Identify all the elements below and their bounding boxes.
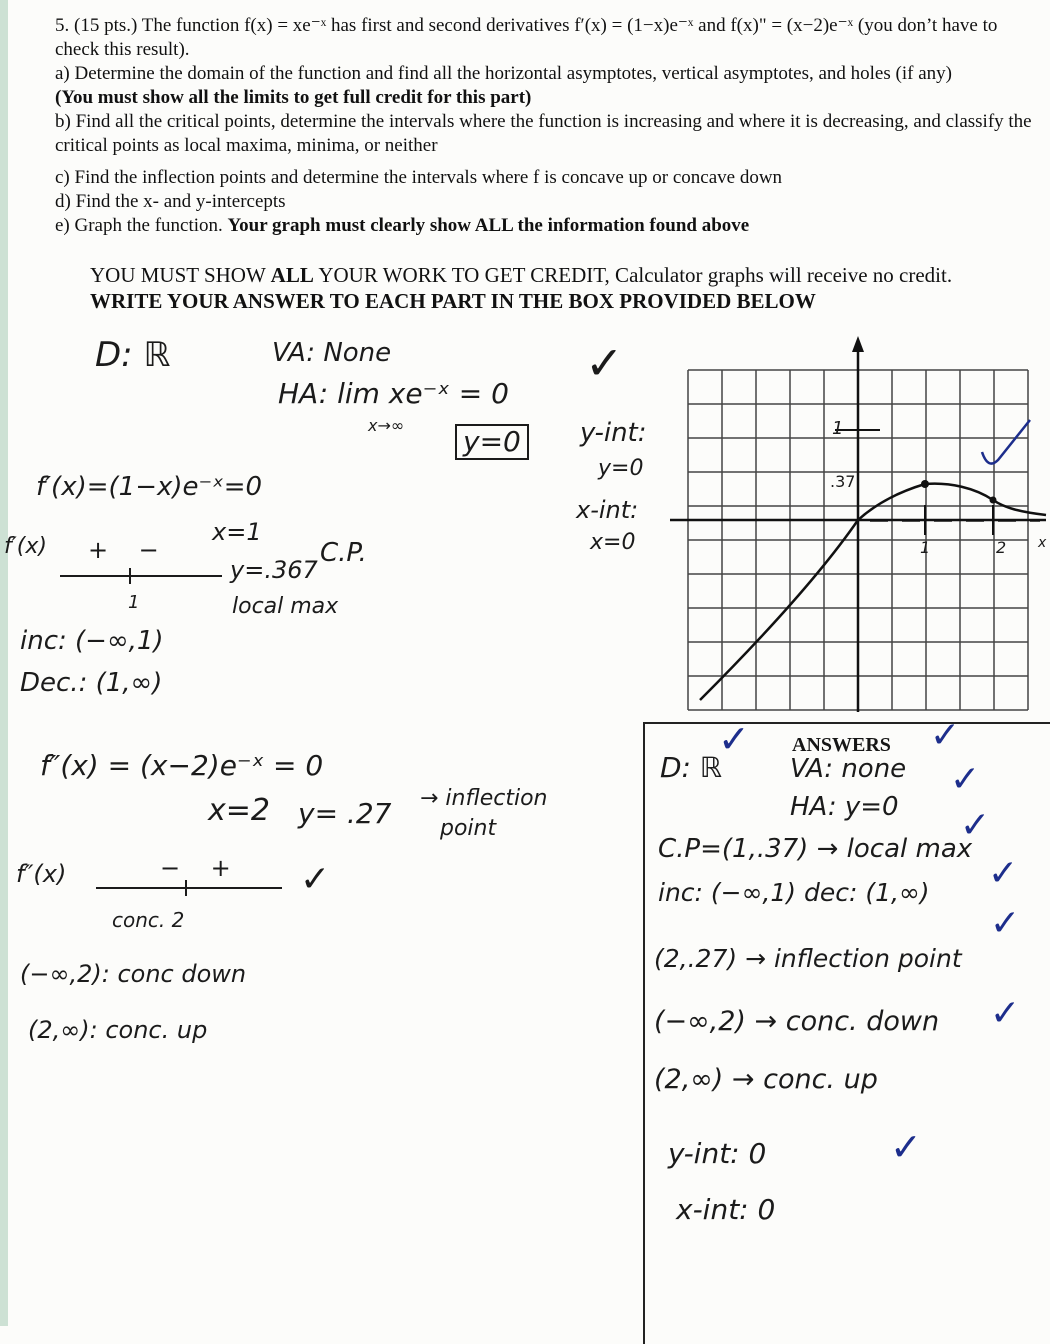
graph-label-y-one: 1 [832, 418, 844, 439]
graph-label-x-axis: x [1038, 535, 1047, 551]
answers-title: ANSWERS [792, 734, 891, 756]
graph-check-mark [982, 420, 1030, 464]
answer-check-conc: ✓ [990, 993, 1021, 1034]
answer-check-domain: ✓ [718, 717, 750, 761]
question-part-a: a) Determine the domain of the function and find all the horizontal asymptotes, vertical asymptotes, and holes (if any) [55, 63, 952, 84]
answer-check-va: ✓ [930, 715, 961, 756]
instructions-line-2: WRITE YOUR ANSWER TO EACH PART IN THE BOX PROVIDED BELOW [90, 289, 816, 313]
work-fprime-y: y=.367 [230, 556, 318, 584]
graph-label-x-one: 1 [920, 538, 931, 557]
work-fpp-y: y= .27 [298, 797, 392, 830]
work-fprime-signs: + − [88, 536, 159, 564]
work-fpp-inflection: → inflection [420, 786, 548, 811]
work-va: VA: None [272, 338, 392, 368]
graph-y-arrow [852, 336, 864, 352]
answer-inflection: (2,.27) → inflection point [654, 944, 962, 973]
work-y-int-value: y=0 [598, 456, 644, 481]
answer-va: VA: none [790, 754, 907, 784]
work-fpp-eq: f″(x) = (x−2)e⁻ˣ = 0 [40, 749, 324, 782]
question-part-c: c) Find the inflection points and determine the intervals where f is concave up or concave down [55, 167, 783, 188]
work-y-int-label: y-int: [580, 418, 647, 448]
answer-x-int: x-int: 0 [676, 1193, 776, 1226]
answer-conc-down: (−∞,2) → conc. down [654, 1006, 940, 1037]
work-inc: inc: (−∞,1) [20, 626, 164, 656]
work-conc-up: (2,∞): conc. up [28, 1016, 208, 1044]
graph-local-max-point [921, 480, 929, 488]
work-fprime-cp: C.P. [320, 538, 367, 568]
work-fpp-point: point [440, 816, 497, 841]
answer-critical-point: C.P=(1,.37) → local max [658, 834, 973, 864]
work-fpp-sign-label: f″(x) [16, 860, 67, 888]
work-dec: Dec.: (1,∞) [20, 668, 163, 698]
part-e-text: e) Graph the function. [55, 215, 228, 236]
work-ha-result: y=0 [455, 424, 529, 460]
work-fprime-local: local max [232, 594, 339, 619]
question-part-b: b) Find all the critical points, determine the intervals where the function is increasing and where it is decreasing, and classify the critical points as local maxima, minima, or neither [55, 111, 1032, 156]
answer-check-ha: ✓ [950, 759, 981, 800]
answer-check-inflection: ✓ [990, 903, 1021, 944]
work-fprime-x: x=1 [212, 518, 262, 546]
answer-check-cp: ✓ [960, 805, 991, 846]
answer-inc-dec: inc: (−∞,1) dec: (1,∞) [658, 878, 930, 907]
instr-post: YOUR WORK TO GET CREDIT, Calculator graphs will receive no credit. [313, 263, 953, 287]
graph-inflection-point [990, 497, 997, 504]
work-fpp-conc: conc. 2 [112, 908, 185, 932]
question-header: 5. (15 pts.) The function f(x) = xe⁻ˣ has first and second derivatives f′(x) = (1−x)e⁻ˣ and f(x)" = (x−2)e⁻ˣ (you don’t have to check this result). [55, 15, 998, 60]
work-fpp-x: x=2 [208, 793, 270, 828]
question-part-a-note: (You must show all the limits to get full credit for this part) [55, 87, 532, 108]
graph-label-x-two: 2 [996, 538, 1007, 557]
work-x-int-label: x-int: [576, 496, 639, 524]
part-e-emphasis: Your graph must clearly show ALL the information found above [227, 215, 750, 236]
graph-label-y-point: .37 [830, 472, 856, 491]
answer-conc-up: (2,∞) → conc. up [654, 1064, 878, 1095]
answer-domain: D: ℝ [660, 751, 723, 784]
answer-ha: HA: y=0 [790, 792, 899, 822]
answer-check-inc-dec: ✓ [988, 853, 1019, 894]
work-ha: HA: lim xe⁻ˣ = 0 [278, 377, 509, 410]
check-mark-ha: ✓ [585, 336, 624, 390]
answer-check-intercepts: ✓ [890, 1125, 922, 1169]
instr-all: ALL [270, 263, 314, 287]
work-ha-limit: x→∞ [368, 416, 405, 435]
work-x-int-value: x=0 [590, 530, 636, 555]
question-part-d: d) Find the x- and y-intercepts [55, 191, 286, 212]
work-conc-down: (−∞,2): conc down [20, 960, 247, 988]
work-fpp-signs: − + [160, 854, 231, 882]
work-fprime-sign-label: f′(x) [4, 534, 47, 559]
check-mark-fpp: ✓ [300, 859, 331, 900]
instr-pre: YOU MUST SHOW [90, 263, 271, 287]
work-domain: D: ℝ [95, 335, 171, 375]
work-fprime-eq: f′(x)=(1−x)e⁻ˣ=0 [36, 472, 263, 502]
work-fprime-tick: 1 [128, 592, 140, 613]
answer-y-int: y-int: 0 [668, 1137, 767, 1170]
